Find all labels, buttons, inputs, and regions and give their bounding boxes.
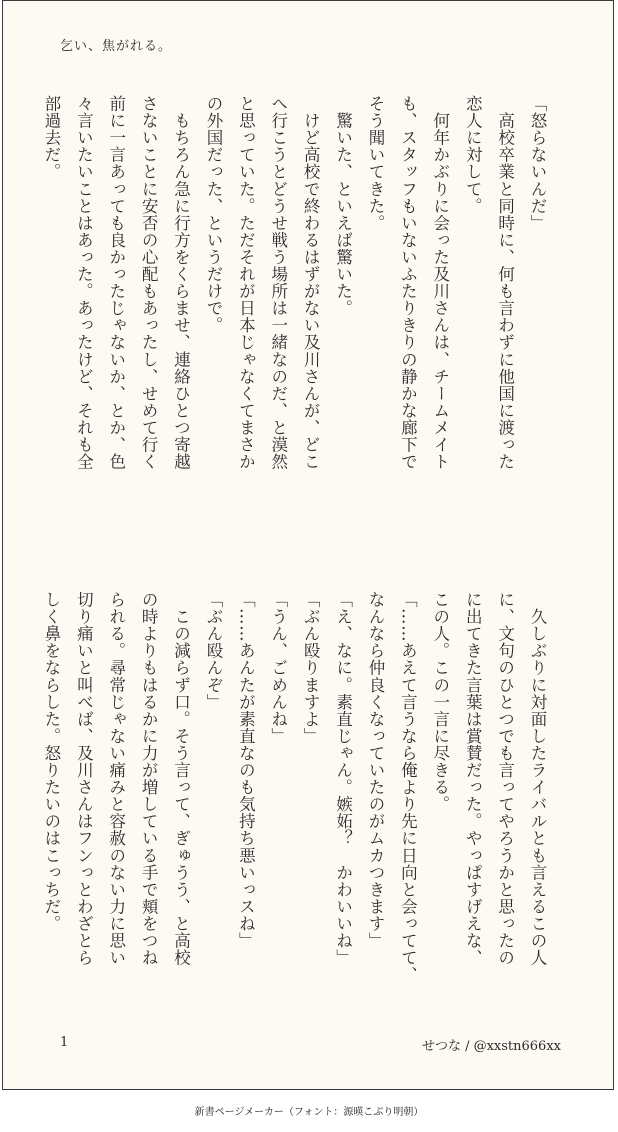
body-text-upper: 「怒らないんだ」 高校卒業と同時に、何も言わずに他国に渡った 恋人に対して。 何年かぶりに会った及川さんは、チームメイト も、スタッフもいないふたりきりの静かな廊下で そう聞いてきた。 驚いた、といえば驚いた。 けど高校で終わるはずがない及川さんが、どこ へ行こうとどうせ戦う場所は一緒なのだ、と漠然 と思っていた。ただそれが日本じゃなくてまさか の外国だった、というだけで。 もちろん急に行方をくらませ、連絡ひとつ寄越 さないことに安否の心配もあったし、せめて行く 前に一言あっても良かったじゃないか、とか、色 々言いたいことはあった。あったけど、それも全 部過去だ。	[41, 95, 547, 471]
body-text-lower: 久しぶりに対面したライバルとも言えるこの人 に、文句のひとつでも言ってやろうかと思ったの に出てきた言葉は賞賛だった。やっぱすげえな、 この人。この一言に尽きる。 「……あえて言うなら俺より先に日向と会ってて、 なんなら仲良くなっていたのがムカつきます」 「え、なに。素直じゃん。嫉妬？ かわいいね」 「ぶん殴りますよ」 「うん、ごめんね」 「……あんたが素直なのも気持ち悪いっスね」 「ぶん殴んぞ」 この減らず口。そう言って、ぎゅうう、と高校 の時よりもはるかに力が増している手で頬をつね られる。尋常じゃない痛みと容赦のない力に思い 切り痛いと叫べば、及川さんはフンっとわざとら しく鼻をならした。怒りたいのはこっちだ。	[41, 591, 547, 984]
book-page	[2, 0, 614, 1090]
page-number: 1	[60, 1035, 69, 1050]
generator-caption: 新書ページメーカー（フォント：源暎こぶり明朝）	[194, 1107, 424, 1118]
author-credit: せつな / @xxstn666xx	[421, 1039, 561, 1054]
work-title: 乞い、焦がれる。	[60, 39, 173, 54]
